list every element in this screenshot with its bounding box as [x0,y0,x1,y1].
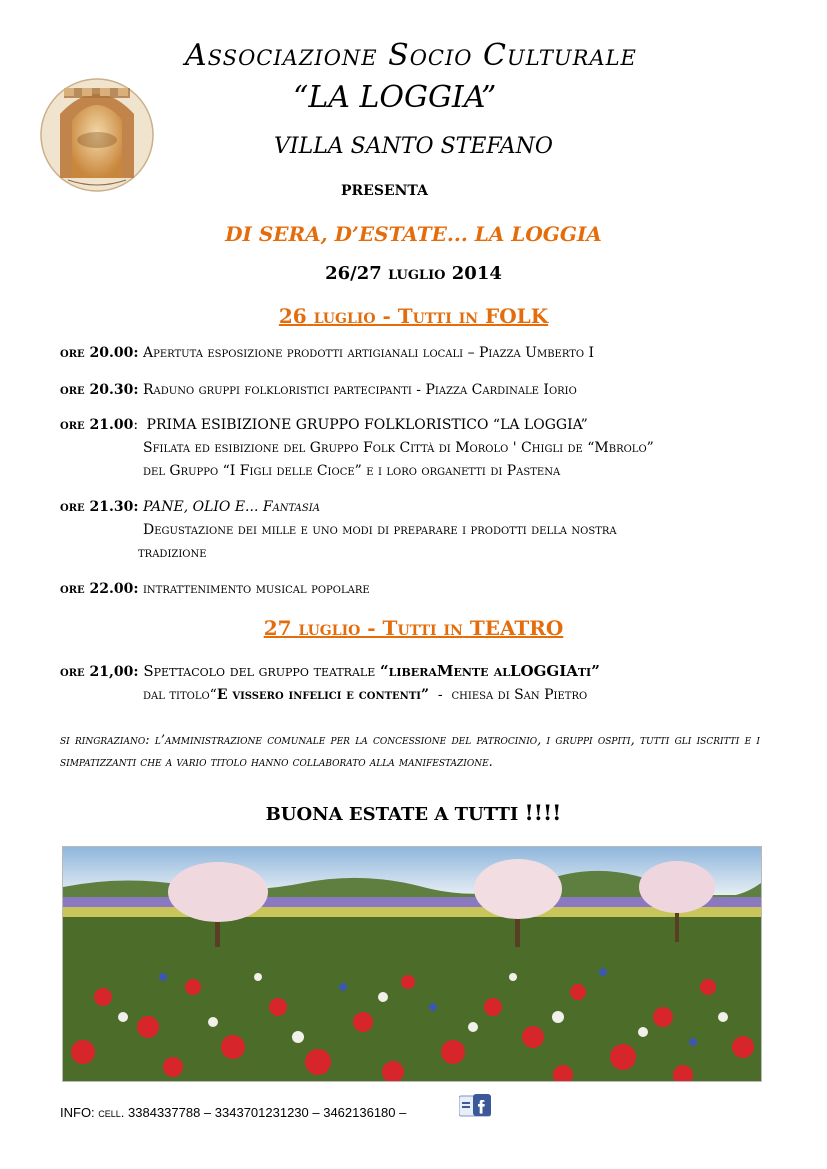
item-text: Spettacolo del gruppo teatrale [143,662,380,680]
item-text: PANE, OLIO E... [142,499,263,515]
event-dates-month: luglio [388,263,446,284]
item-time: ore 21.30: [60,499,139,515]
event-title: DI SERA, D’ESTATE... LA LOGGIA [225,222,602,246]
day2-date: 27 [263,616,292,640]
item-time: ore 20.00: [60,345,139,361]
item-text-emphasis: Fantasia [262,499,320,515]
cell-label: cell. [98,1105,125,1120]
show-location: - chiesa di San Pietro [429,687,588,703]
closing-exclamations: !!!! [524,800,562,825]
acknowledgements: si ringraziano: l’amministrazione comunale per la concessione del patrocinio, i gruppi ospiti, tutti gli iscritti e i simpatizzanti che a vario titolo hanno collaborato alla manifestazione. [60,733,760,770]
show-title-prefix: dal titolo“ [143,687,217,703]
facebook-icon[interactable] [459,1094,491,1118]
closing-greeting [0,800,827,825]
schedule-item [60,581,370,597]
phone-numbers: 3384337788 – 3343701231230 – 3462136180 – [124,1105,407,1120]
event-dates-year: 2014 [451,263,502,284]
item-detail [143,687,587,703]
info-label: INFO: [60,1105,99,1120]
presents-label: PRESENTA [341,183,428,199]
day2-date-rest: luglio - Tutti in [298,616,463,640]
item-detail: del Gruppo “I Figli delle Cioce” e i loro organetti di Pastena [143,463,561,479]
item-text: Apertuta esposizione prodotti artigianali locali – Piazza Umberto I [142,345,595,361]
item-time-separator: : [133,417,139,433]
poppy-field-painting [62,846,762,1082]
organization-short-name: “LA LOGGIA” [293,80,497,115]
event-dates-days: 26/27 [325,263,382,284]
association-logo-icon [38,68,156,202]
item-detail: Sfilata ed esibizione del Gruppo Folk Città di Morolo ' Chigli de “Mbrolo” [143,440,654,456]
schedule-item [60,345,594,361]
item-text: PRIMA ESIBIZIONE GRUPPO FOLKLORISTICO “LA LOGGIA” [146,417,588,433]
organization-city: VILLA SANTO STEFANO [274,134,553,159]
show-title: E vissero infelici e contenti” [216,687,429,703]
item-time: ore 22.00: [60,581,139,597]
schedule-item [60,382,577,398]
item-time: ore 21.00 [60,417,134,433]
theatre-group-name: “liberaMente alLOGGIAti” [380,662,600,680]
schedule-item [60,662,600,680]
item-text: intrattenimento musical popolare [142,581,370,597]
day1-heading [0,304,827,328]
item-detail: tradizione [138,545,207,561]
info-contacts [60,1105,406,1120]
closing-text: BUONA ESTATE A TUTTI [265,804,525,825]
item-detail: Degustazione dei mille e uno modi di preparare i prodotti della nostra [143,522,617,538]
event-dates [0,263,827,284]
item-text: Raduno gruppi folkloristici partecipanti - Piazza Cardinale Iorio [142,382,577,398]
day1-date: 26 [278,304,307,328]
item-time: ore 20.30: [60,382,139,398]
day1-theme: FOLK [485,304,549,328]
day1-date-rest: luglio - Tutti in [313,304,479,328]
organization-name: Associazione Socio Culturale [185,38,637,73]
day2-heading [0,616,827,640]
day2-theme: TEATRO [469,616,564,640]
item-time: ore 21,00: [60,664,139,680]
schedule-item [60,499,320,515]
schedule-item [60,417,588,433]
